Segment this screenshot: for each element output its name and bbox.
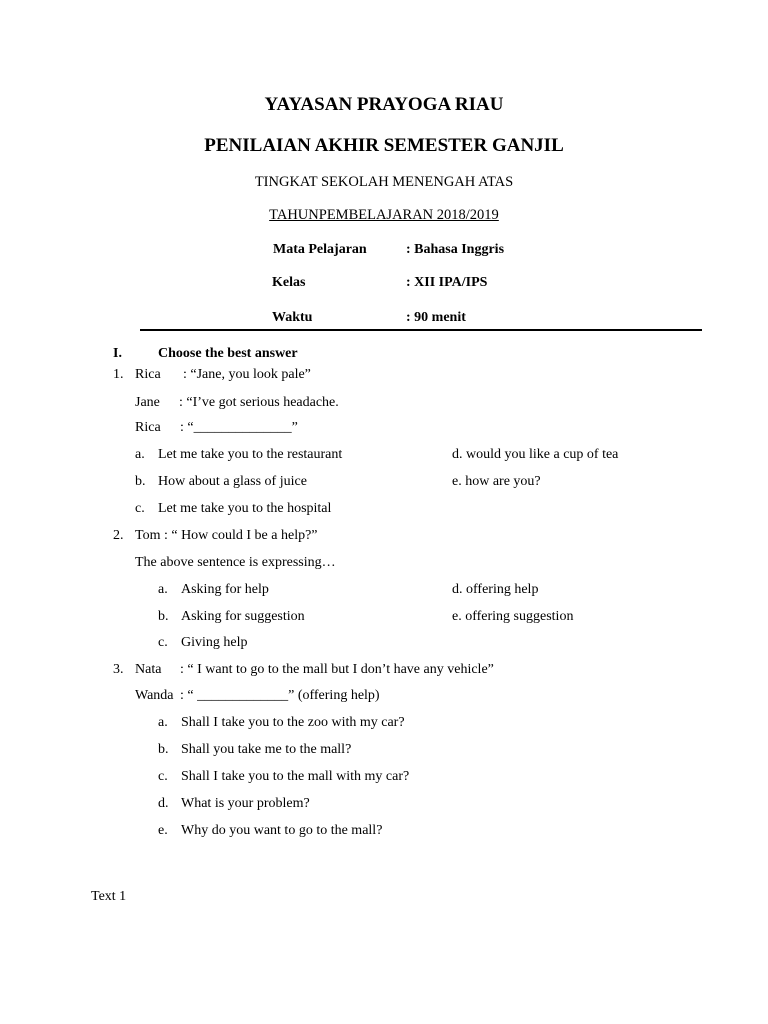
q2-prompt: Tom : “ How could I be a help?” xyxy=(135,528,318,543)
q1-answer-blank: ______________ xyxy=(193,420,292,435)
q3-option-e-letter: e. xyxy=(158,823,168,838)
q1-option-a-letter: a. xyxy=(135,447,145,462)
q1-option-e: e. how are you? xyxy=(452,474,541,489)
q3-line1-speaker: Nata xyxy=(135,662,162,677)
q1-option-d: d. would you like a cup of tea xyxy=(452,447,619,462)
q1-option-c-letter: c. xyxy=(135,501,145,516)
q3-option-d-letter: d. xyxy=(158,796,169,811)
q3-answer-blank: _____________ xyxy=(197,688,289,703)
text-1-label: Text 1 xyxy=(91,889,127,904)
q3-option-d: What is your problem? xyxy=(181,796,310,811)
q1-line1-speaker: Rica xyxy=(135,367,161,382)
q1-option-b-letter: b. xyxy=(135,474,146,489)
q1-option-b: How about a glass of juice xyxy=(158,474,307,489)
q1-line3 xyxy=(180,419,298,437)
school-level: TINGKAT SEKOLAH MENENGAH ATAS xyxy=(254,174,514,190)
q3-option-a-letter: a. xyxy=(158,715,168,730)
q3-option-a: Shall I take you to the zoo with my car? xyxy=(181,715,405,730)
q1-line2-speaker: Jane xyxy=(135,395,160,410)
q2-option-b-letter: b. xyxy=(158,609,169,624)
q2-option-d: d. offering help xyxy=(452,582,539,597)
q1-line2-text: : “I’ve got serious headache. xyxy=(179,395,339,410)
time-label: Waktu xyxy=(272,310,313,325)
q1-number: 1. xyxy=(113,367,124,382)
q1-option-c: Let me take you to the hospital xyxy=(158,501,332,516)
subject-value: : Bahasa Inggris xyxy=(406,242,505,257)
q2-option-e: e. offering suggestion xyxy=(452,609,574,624)
q1-line3-speaker: Rica xyxy=(135,420,161,435)
q3-option-b: Shall you take me to the mall? xyxy=(181,742,352,757)
section-number: I. xyxy=(113,346,122,361)
q3-line2-close: ” (offering help) xyxy=(288,688,380,703)
class-label: Kelas xyxy=(272,275,306,290)
q3-option-c-letter: c. xyxy=(158,769,168,784)
class-value: : XII IPA/IPS xyxy=(406,275,488,290)
q3-line2 xyxy=(180,687,380,705)
q2-option-c: Giving help xyxy=(181,635,248,650)
section-title: Choose the best answer xyxy=(158,346,298,361)
q3-option-b-letter: b. xyxy=(158,742,169,757)
q2-option-a: Asking for help xyxy=(181,582,269,597)
time-value: : 90 menit xyxy=(406,310,466,325)
q3-number: 3. xyxy=(113,662,124,677)
q3-line1-text: : “ I want to go to the mall but I don’t have any vehicle” xyxy=(180,662,494,677)
q2-number: 2. xyxy=(113,528,124,543)
q2-option-c-letter: c. xyxy=(158,635,168,650)
q3-line2-speaker: Wanda xyxy=(135,688,174,703)
q3-option-c: Shall I take you to the mall with my car? xyxy=(181,769,410,784)
subject-label: Mata Pelajaran xyxy=(273,242,367,257)
academic-year xyxy=(0,206,768,224)
q3-option-e: Why do you want to go to the mall? xyxy=(181,823,383,838)
q1-option-a: Let me take you to the restaurant xyxy=(158,447,343,462)
q2-option-b: Asking for suggestion xyxy=(181,609,305,624)
academic-year-text: TAHUNPEMBELAJARAN 2018/2019 xyxy=(269,207,499,223)
exam-title: PENILAIAN AKHIR SEMESTER GANJIL xyxy=(204,135,564,156)
q2-stem: The above sentence is expressing… xyxy=(135,555,336,570)
header-divider xyxy=(140,329,702,331)
q1-line3-close: ” xyxy=(291,420,298,435)
q1-line1-text: : “Jane, you look pale” xyxy=(183,367,311,382)
foundation-title: YAYASAN PRAYOGA RIAU xyxy=(264,94,504,115)
q3-line2-open: : “ xyxy=(180,688,198,703)
q1-line3-open: : “ xyxy=(180,420,194,435)
q2-option-a-letter: a. xyxy=(158,582,168,597)
